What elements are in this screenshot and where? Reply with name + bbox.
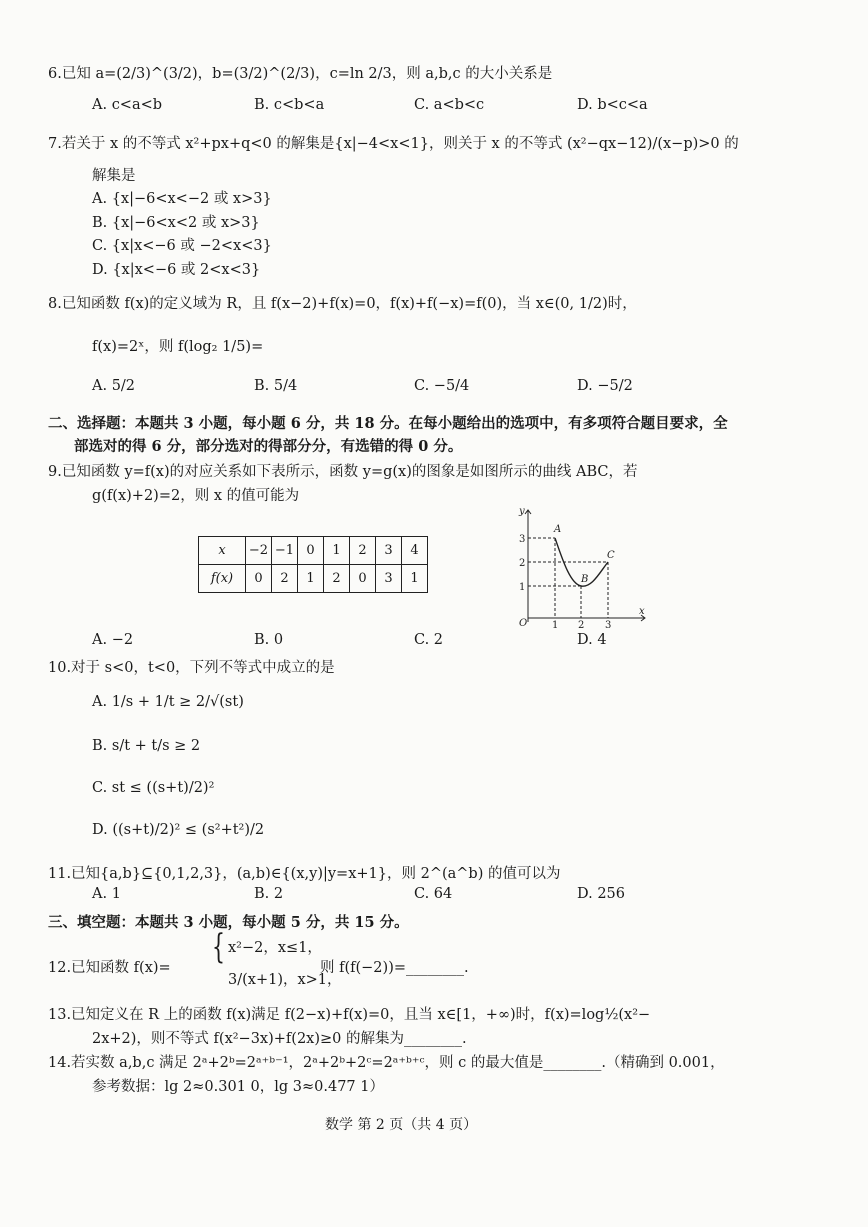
q9-graph (500, 500, 650, 628)
y-axis-label: y (519, 506, 525, 517)
table-cell: f(x) (199, 565, 246, 593)
table-row (199, 565, 428, 593)
q9-options (92, 632, 792, 654)
q7-option-a: A. {x|−6<x<−2 或 x>3} (92, 191, 272, 207)
table-cell: 1 (402, 565, 428, 593)
table-row (199, 537, 428, 565)
q9-function-table (198, 536, 428, 593)
q9-option-a: A. −2 (92, 632, 134, 648)
q10-option-d: D. ((s+t)/2)² ≤ (s²+t²)/2 (92, 822, 265, 838)
x-tick-label: 2 (578, 620, 585, 628)
q12-case-2: 3/(x+1)，x>1， (228, 972, 342, 988)
section2-heading: 二、选择题：本题共 3 小题，每小题 6 分，共 18 分。在每小题给出的选项中，有多项符合题目要求，全 (48, 415, 728, 432)
q9-stem-cont: g(f(x)+2)=2，则 x 的值可能为 (92, 488, 300, 504)
q6-option-b: B. c<b<a (254, 97, 325, 113)
q12-stem: 12.已知函数 f(x)= (48, 960, 171, 976)
q9-option-c: C. 2 (414, 632, 444, 648)
y-tick-label: 2 (519, 558, 526, 569)
table-cell: 2 (272, 565, 298, 593)
q6-options (92, 97, 792, 119)
table-cell: 1 (298, 565, 324, 593)
q6-option-a: A. c<a<b (92, 97, 163, 113)
y-tick-label: 1 (519, 582, 526, 593)
table-cell: 0 (298, 537, 324, 565)
table-cell: 2 (324, 565, 350, 593)
q7-option-d: D. {x|x<−6 或 2<x<3} (92, 262, 261, 278)
q7-stem-cont: 解集是 (92, 168, 136, 184)
q14-stem-cont: 参考数据：lg 2≈0.301 0，lg 3≈0.477 1） (92, 1079, 384, 1095)
q9-option-b: B. 0 (254, 632, 284, 648)
q12-tail: 则 f(f(−2))=________. (320, 960, 469, 976)
q6-option-c: C. a<b<c (414, 97, 485, 113)
table-cell: 4 (402, 537, 428, 565)
point-a-label: A (554, 524, 562, 535)
x-axis-label: x (639, 606, 645, 617)
section2-heading-cont: 部选对的得 6 分，部分选对的得部分分，有选错的得 0 分。 (74, 438, 463, 455)
q8-option-d: D. −5/2 (577, 378, 633, 394)
table-cell: 0 (350, 565, 376, 593)
q11-options (92, 886, 792, 908)
q11-option-c: C. 64 (414, 886, 453, 902)
table-cell: x (199, 537, 246, 565)
table-cell: 1 (324, 537, 350, 565)
origin-label: O (519, 618, 528, 628)
q13-stem-cont: 2x+2)，则不等式 f(x²−3x)+f(2x)≥0 的解集为________. (92, 1031, 467, 1047)
q11-option-d: D. 256 (577, 886, 626, 902)
q11-option-b: B. 2 (254, 886, 284, 902)
q8-option-c: C. −5/4 (414, 378, 470, 394)
q11-stem: 11.已知{a,b}⊆{0,1,2,3}，(a,b)∈{(x,y)|y=x+1}，则 2^(a^b) 的值可以为 (48, 866, 561, 882)
x-tick-label: 1 (552, 620, 559, 628)
q7-option-b: B. {x|−6<x<2 或 x>3} (92, 215, 260, 231)
q8-option-b: B. 5/4 (254, 378, 298, 394)
table-cell: 0 (246, 565, 272, 593)
q10-option-c: C. st ≤ ((s+t)/2)² (92, 780, 215, 796)
point-c-label: C (607, 550, 615, 561)
y-tick-label: 3 (519, 534, 526, 545)
table-cell: 3 (376, 537, 402, 565)
q9-stem: 9.已知函数 y=f(x)的对应关系如下表所示，函数 y=g(x)的图象是如图所示的曲线 ABC，若 (48, 464, 638, 480)
q9-table-wrap (198, 536, 428, 593)
q7-stem: 7.若关于 x 的不等式 x²+px+q<0 的解集是{x|−4<x<1}，则关于 x 的不等式 (x²−qx−12)/(x−p)>0 的 (48, 136, 739, 152)
q6-stem: 6.已知 a=(2/3)^(3/2)，b=(3/2)^(2/3)，c=ln 2/3，则 a,b,c 的大小关系是 (48, 66, 553, 82)
q8-stem: 8.已知函数 f(x)的定义域为 R，且 f(x−2)+f(x)=0，f(x)+f(−x)=f(0)，当 x∈(0, 1/2)时， (48, 296, 637, 312)
q8-option-a: A. 5/2 (92, 378, 136, 394)
q9-option-d: D. 4 (577, 632, 607, 648)
q7-option-c: C. {x|x<−6 或 −2<x<3} (92, 238, 272, 254)
q8-options (92, 378, 792, 400)
left-brace-icon: { (212, 927, 225, 967)
q11-option-a: A. 1 (92, 886, 121, 902)
x-tick-label: 3 (605, 620, 612, 628)
q6-option-d: D. b<c<a (577, 97, 648, 113)
q14-stem: 14.若实数 a,b,c 满足 2ᵃ+2ᵇ=2ᵃ⁺ᵇ⁻¹，2ᵃ+2ᵇ+2ᶜ=2ᵃ⁺ᵇ⁺ᶜ，则 c 的最大值是________.（精确到 0.001， (48, 1055, 725, 1071)
q10-stem: 10.对于 s<0，t<0，下列不等式中成立的是 (48, 660, 335, 676)
q13-stem: 13.已知定义在 R 上的函数 f(x)满足 f(2−x)+f(x)=0，且当 x∈[1，+∞)时，f(x)=log½(x²− (48, 1007, 651, 1023)
q10-option-a: A. 1/s + 1/t ≥ 2/√(st) (92, 694, 244, 710)
q10-option-b: B. s/t + t/s ≥ 2 (92, 738, 201, 754)
section3-heading: 三、填空题：本题共 3 小题，每小题 5 分，共 15 分。 (48, 914, 409, 931)
table-cell: −2 (246, 537, 272, 565)
table-cell: 3 (376, 565, 402, 593)
table-cell: −1 (272, 537, 298, 565)
q8-stem-cont: f(x)=2ˣ，则 f(log₂ 1/5)= (92, 339, 264, 355)
table-cell: 2 (350, 537, 376, 565)
point-b-label: B (581, 574, 589, 585)
q12-case-1: x²−2，x≤1， (228, 940, 322, 956)
page-footer: 数学 第 2 页（共 4 页） (325, 1117, 478, 1133)
